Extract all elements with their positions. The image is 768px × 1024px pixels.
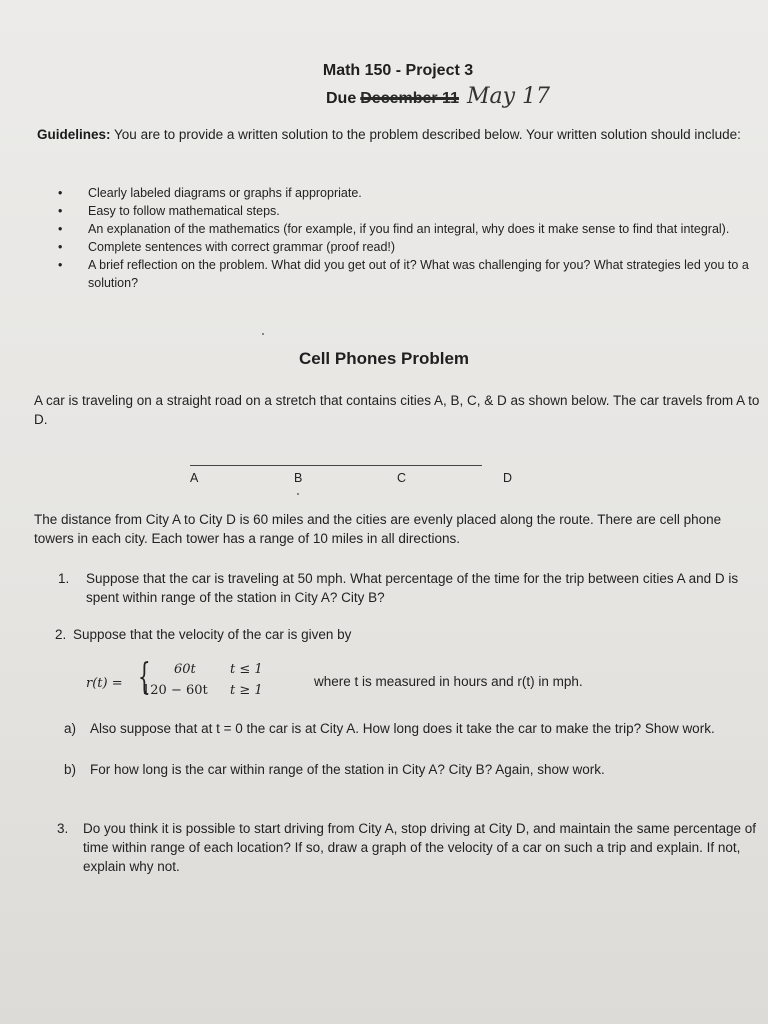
question-number: 3. <box>57 821 69 836</box>
due-date-line <box>326 84 550 109</box>
question-number: 1. <box>58 571 70 586</box>
city-label-c: C <box>397 471 407 485</box>
problem-title: Cell Phones Problem <box>298 349 470 368</box>
bullet-icon: • <box>58 222 63 236</box>
formula-units: where t is measured in hours and r(t) in mph. <box>314 674 583 689</box>
question-2 <box>55 625 755 644</box>
subquestion-text: For how long is the car within range of the station in City A? City B? Again, show work. <box>90 762 605 777</box>
city-label-b: B <box>294 471 303 485</box>
question-text: Suppose that the velocity of the car is given by <box>73 627 352 642</box>
bullet-text: Complete sentences with correct grammar (proof read!) <box>88 240 396 254</box>
city-label-a: A <box>190 471 199 485</box>
struck-due-date: December 11 <box>360 90 459 107</box>
guidelines-text: You are to provide a written solution to the problem described below. Your written solution should include: <box>114 127 741 142</box>
bullet-icon: • <box>58 186 63 200</box>
list-item <box>58 202 758 220</box>
bullet-icon: • <box>58 258 63 272</box>
list-item <box>58 238 758 256</box>
bullet-text: A brief reflection on the problem. What did you get out of it? What was challenging for you? What strategies led you to a solution? <box>88 258 749 290</box>
bullet-text: Clearly labeled diagrams or graphs if appropriate. <box>88 186 362 200</box>
road-line <box>190 465 482 466</box>
bullet-icon: • <box>58 204 63 218</box>
guidelines-list <box>58 184 758 292</box>
due-label: Due <box>326 90 357 107</box>
case2-expression: 120 − 60t <box>142 683 208 698</box>
formula-lhs: r(t) = <box>86 676 123 691</box>
question-1 <box>58 569 758 607</box>
subquestion-text: Also suppose that at t = 0 the car is at City A. How long does it take the car to make the trip? Show work. <box>90 721 715 736</box>
guidelines-label: Guidelines: <box>37 127 111 142</box>
handwritten-due-date: May 17 <box>466 84 551 109</box>
bullet-text: Easy to follow mathematical steps. <box>88 204 280 218</box>
brace-icon: { <box>138 657 151 698</box>
question-2b <box>64 760 754 779</box>
question-3 <box>57 819 757 876</box>
list-item <box>58 184 758 202</box>
problem-setup: The distance from City A to City D is 60 miles and the cities are evenly placed along the route. There are cell phone towers in each city. Each tower has a range of 10 miles in all directions. <box>34 512 722 546</box>
paper-speck <box>262 333 264 335</box>
page-title: Math 150 - Project 3 <box>322 62 474 79</box>
subquestion-label: a) <box>64 721 77 736</box>
case1-expression: 60t <box>174 662 196 677</box>
city-label-d: D <box>503 471 513 485</box>
case1-condition: t ≤ 1 <box>230 662 263 677</box>
list-item <box>58 256 758 292</box>
question-number: 2. <box>55 627 67 642</box>
list-item <box>58 220 758 238</box>
question-2a <box>64 719 754 738</box>
problem-intro: A car is traveling on a straight road on a stretch that contains cities A, B, C, & D as shown below. The car travels from A to D. <box>34 393 760 427</box>
subquestion-label: b) <box>64 762 77 777</box>
case2-condition: t ≥ 1 <box>230 683 263 698</box>
bullet-icon: • <box>58 240 63 254</box>
question-text: Do you think it is possible to start driving from City A, stop driving at City D, and maintain the same percentage of time within range of each location? If so, draw a graph of the velocity of a car on such a trip and explain. If not, explain why not. <box>83 821 757 874</box>
paper-speck <box>297 493 299 495</box>
guidelines-paragraph <box>37 125 757 144</box>
question-text: Suppose that the car is traveling at 50 mph. What percentage of the time for the trip between cities A and D is spent within range of the station in City A? City B? <box>86 571 739 605</box>
bullet-text: An explanation of the mathematics (for example, if you find an integral, why does it make sense to find that integral). <box>88 222 730 236</box>
